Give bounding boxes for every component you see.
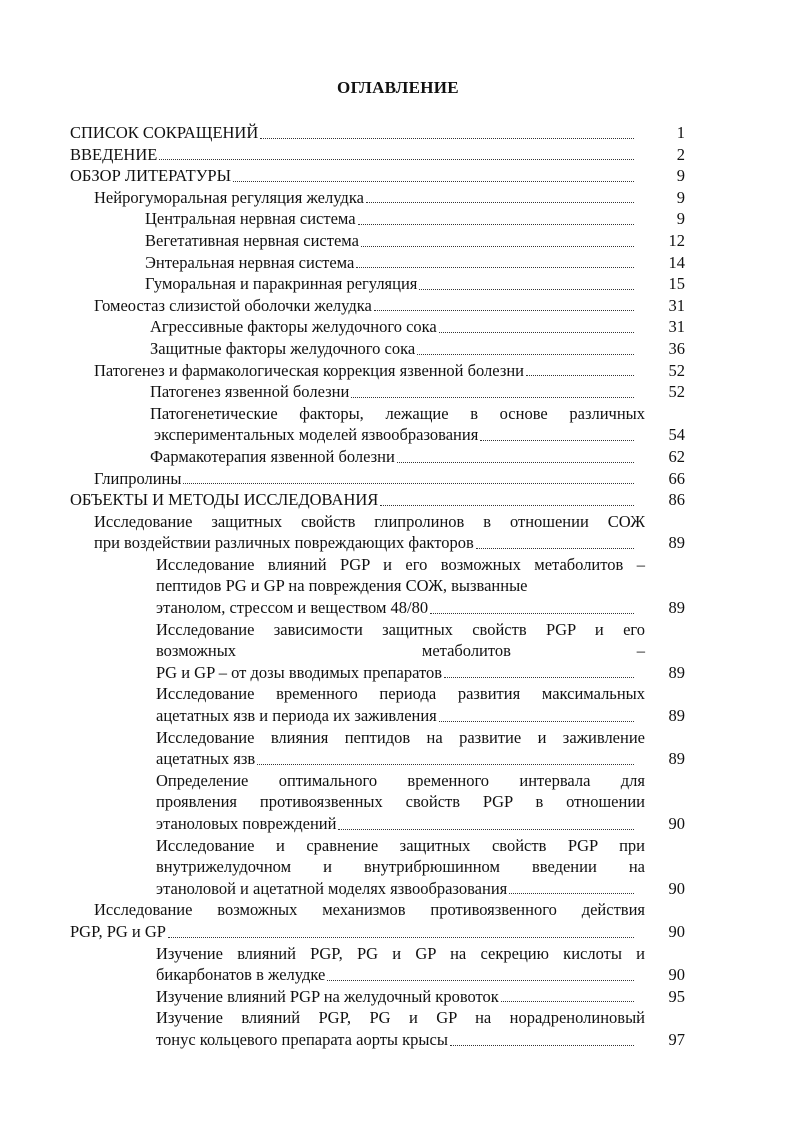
- leader-dots: [380, 505, 634, 506]
- toc-entry-continuation[interactable]: [70, 748, 685, 770]
- toc-entry-text: Исследование зависимости защитных свойств PGP и его: [156, 619, 645, 639]
- toc-entry-text: ацетатных язв и периода их заживления: [156, 706, 437, 726]
- toc-entry[interactable]: [70, 208, 685, 230]
- toc-page-number: 62: [668, 446, 685, 466]
- toc-page-number: 90: [668, 878, 685, 898]
- leader-dots: [430, 613, 634, 614]
- toc-entry-text: этанолом, стрессом и веществом 48/80: [156, 598, 429, 618]
- toc-page-number: 14: [668, 252, 685, 272]
- leader-dots: [509, 893, 634, 894]
- toc-entry[interactable]: [70, 122, 685, 144]
- toc-entry-text: ВВЕДЕНИЕ: [70, 144, 158, 164]
- leader-dots: [159, 159, 634, 160]
- toc-entry-text: Защитные факторы желудочного сока: [150, 338, 416, 358]
- toc-page-number: 52: [668, 382, 685, 402]
- toc-entry-continuation[interactable]: [70, 964, 685, 986]
- toc-entry[interactable]: [70, 165, 685, 187]
- toc-entry-text: Исследование влияний PGP и его возможных метаболитов –: [156, 554, 645, 574]
- toc-entry-text: возможных: [156, 641, 237, 661]
- toc-entry[interactable]: [70, 316, 685, 338]
- leader-dots: [356, 267, 634, 268]
- leader-dots: [351, 397, 634, 398]
- leader-dots: [439, 721, 634, 722]
- toc-entry[interactable]: [70, 381, 685, 403]
- leader-dots: [168, 937, 634, 938]
- toc-entry[interactable]: [70, 899, 685, 921]
- toc-entry-text: внутрижелудочном и внутрибрюшинном введении на: [156, 857, 645, 877]
- toc-entry-text: при воздействии различных повреждающих факторов: [94, 533, 474, 553]
- toc-entry[interactable]: [70, 187, 685, 209]
- toc-entry-text: Исследование временного периода развития максимальных: [156, 684, 645, 704]
- toc-entry-text: Изучение влияний PGP, PG и GP на норадренолиновый: [156, 1008, 645, 1028]
- toc-entry-text: метаболитов: [421, 641, 511, 661]
- toc-entry-text: ОБЗОР ЛИТЕРАТУРЫ: [70, 166, 231, 186]
- leader-dots: [338, 829, 634, 830]
- toc-entry-text: Изучение влияний PGP на желудочный кровоток: [156, 986, 499, 1006]
- toc-page-number: 1: [676, 123, 685, 142]
- toc-entry-continuation[interactable]: [70, 705, 685, 727]
- page-title: ОГЛАВЛЕНИЕ: [337, 78, 459, 97]
- leader-dots: [260, 138, 634, 139]
- toc-page-number: 36: [668, 338, 685, 358]
- toc-entry-text: Энтеральная нервная система: [145, 252, 355, 272]
- toc-entry[interactable]: [70, 554, 685, 597]
- toc-page-number: 66: [668, 468, 685, 488]
- toc-page-number: 31: [668, 317, 685, 337]
- toc-entry[interactable]: [70, 360, 685, 382]
- toc-entry[interactable]: [70, 727, 685, 749]
- toc-entry[interactable]: [70, 835, 685, 878]
- toc-page-number: 9: [676, 187, 685, 207]
- toc-page-number: 89: [668, 662, 685, 682]
- toc-entry-text: Гуморальная и паракринная регуляция: [145, 274, 418, 294]
- toc-entry[interactable]: [70, 683, 685, 705]
- toc-page-number: 9: [676, 166, 685, 186]
- toc-page-number: 86: [668, 490, 685, 510]
- leader-dots: [417, 354, 634, 355]
- toc-entry-line: [156, 640, 645, 662]
- toc-page-number: 89: [668, 706, 685, 726]
- toc-entry-text: этаноловой и ацетатной моделях язвообразования: [156, 878, 508, 898]
- leader-dots: [397, 462, 634, 463]
- toc-entry-text: ацетатных язв: [156, 749, 256, 769]
- toc-page-number: 9: [676, 209, 685, 229]
- leader-dots: [476, 548, 634, 549]
- toc-entry-text: Глипролины: [94, 468, 182, 488]
- toc-entry[interactable]: [70, 338, 685, 360]
- toc-entry[interactable]: [70, 252, 685, 274]
- leader-dots: [374, 310, 634, 311]
- toc-entry-continuation[interactable]: [70, 1029, 685, 1051]
- leader-dots: [361, 246, 634, 247]
- toc-entry[interactable]: [70, 986, 685, 1008]
- toc-entry-text: –: [636, 641, 645, 661]
- toc-page-number: 89: [668, 533, 685, 553]
- toc-entry-continuation[interactable]: [70, 813, 685, 835]
- toc-entry-text: Патогенез язвенной болезни: [150, 382, 350, 402]
- leader-dots: [327, 980, 634, 981]
- toc-entry-text: СПИСОК СОКРАЩЕНИЙ: [70, 123, 259, 142]
- toc-entry[interactable]: [70, 1007, 685, 1029]
- toc-page-number: 52: [668, 360, 685, 380]
- toc-page-number: 97: [668, 1029, 685, 1049]
- toc-entry-text: Агрессивные факторы желудочного сока: [150, 317, 437, 337]
- toc-entry-text: PGP, PG и GP: [70, 921, 166, 941]
- toc-page-number: 95: [668, 986, 685, 1006]
- table-of-contents: [70, 122, 685, 1051]
- leader-dots: [444, 677, 634, 678]
- toc-page-number: 31: [668, 295, 685, 315]
- toc-entry-text: ОБЪЕКТЫ И МЕТОДЫ ИССЛЕДОВАНИЯ: [70, 490, 379, 510]
- leader-dots: [257, 764, 634, 765]
- toc-entry-text: PG и GP – от дозы вводимых препаратов: [156, 662, 443, 682]
- leader-dots: [526, 375, 634, 376]
- toc-entry[interactable]: [70, 770, 685, 813]
- toc-page-number: 90: [668, 921, 685, 941]
- toc-entry-text: Исследование и сравнение защитных свойств PGP при: [156, 835, 645, 855]
- toc-page-number: 90: [668, 814, 685, 833]
- toc-entry-continuation[interactable]: [70, 662, 685, 684]
- toc-page-number: 12: [668, 230, 685, 250]
- toc-entry[interactable]: [70, 403, 685, 425]
- toc-entry[interactable]: [70, 943, 685, 965]
- toc-entry[interactable]: [70, 230, 685, 252]
- leader-dots: [439, 332, 634, 333]
- toc-entry-text: Исследование возможных механизмов противоязвенного действия: [94, 900, 645, 920]
- toc-entry-text: Исследование защитных свойств глипролинов в отношении СОЖ: [94, 511, 645, 531]
- toc-entry-text: пептидов PG и GP на повреждения СОЖ, вызванные: [156, 576, 528, 596]
- toc-entry-text: Изучение влияний PGP, PG и GP на секрецию кислоты и: [156, 943, 645, 963]
- toc-entry-text: проявления противоязвенных свойств PGP в отношении: [156, 792, 645, 812]
- toc-page-number: 90: [668, 965, 685, 985]
- toc-entry-continuation[interactable]: [70, 424, 685, 446]
- toc-entry-text: тонус кольцевого препарата аорты крысы: [156, 1029, 448, 1049]
- toc-entry-continuation[interactable]: [70, 597, 685, 619]
- toc-entry-text: Патогенез и фармакологическая коррекция язвенной болезни: [94, 360, 524, 380]
- toc-entry-text: Гомеостаз слизистой оболочки желудка: [94, 295, 372, 315]
- toc-entry-continuation[interactable]: [70, 921, 685, 943]
- toc-entry-text: бикарбонатов в желудке: [156, 965, 326, 985]
- toc-entry[interactable]: [70, 446, 685, 468]
- toc-entry-text: Исследование влияния пептидов на развитие и заживление: [156, 727, 645, 747]
- toc-entry-continuation[interactable]: [70, 532, 685, 554]
- toc-page-number: 89: [668, 598, 685, 618]
- leader-dots: [233, 181, 634, 182]
- toc-entry[interactable]: [70, 273, 685, 295]
- leader-dots: [450, 1045, 634, 1046]
- toc-entry-text: Центральная нервная система: [145, 209, 356, 229]
- toc-entry-text: Нейрогуморальная регуляция желудка: [94, 187, 364, 207]
- toc-entry[interactable]: [70, 144, 685, 166]
- leader-dots: [358, 224, 634, 225]
- toc-entry-text: этаноловых повреждений: [156, 814, 337, 833]
- toc-page-number: 15: [668, 274, 685, 294]
- leader-dots: [183, 483, 634, 484]
- leader-dots: [366, 202, 634, 203]
- toc-entry-text: экспериментальных моделей язвообразования: [154, 425, 479, 445]
- toc-entry[interactable]: [70, 511, 685, 533]
- toc-entry-text: Патогенетические факторы, лежащие в основе различных: [150, 403, 645, 423]
- toc-page-number: 54: [668, 425, 685, 445]
- leader-dots: [480, 440, 634, 441]
- toc-entry-continuation[interactable]: [70, 878, 685, 900]
- toc-entry-text: Фармакотерапия язвенной болезни: [150, 446, 395, 466]
- toc-entry[interactable]: [70, 295, 685, 317]
- toc-entry[interactable]: [70, 619, 685, 662]
- leader-dots: [419, 289, 634, 290]
- toc-entry-text: Вегетативная нервная система: [145, 230, 359, 250]
- toc-page-number: 89: [668, 749, 685, 769]
- toc-entry[interactable]: [70, 489, 685, 511]
- toc-entry[interactable]: [70, 468, 685, 490]
- toc-entry-text: Определение оптимального временного интервала для: [156, 770, 645, 790]
- leader-dots: [501, 1001, 634, 1002]
- toc-page-number: 2: [676, 144, 685, 164]
